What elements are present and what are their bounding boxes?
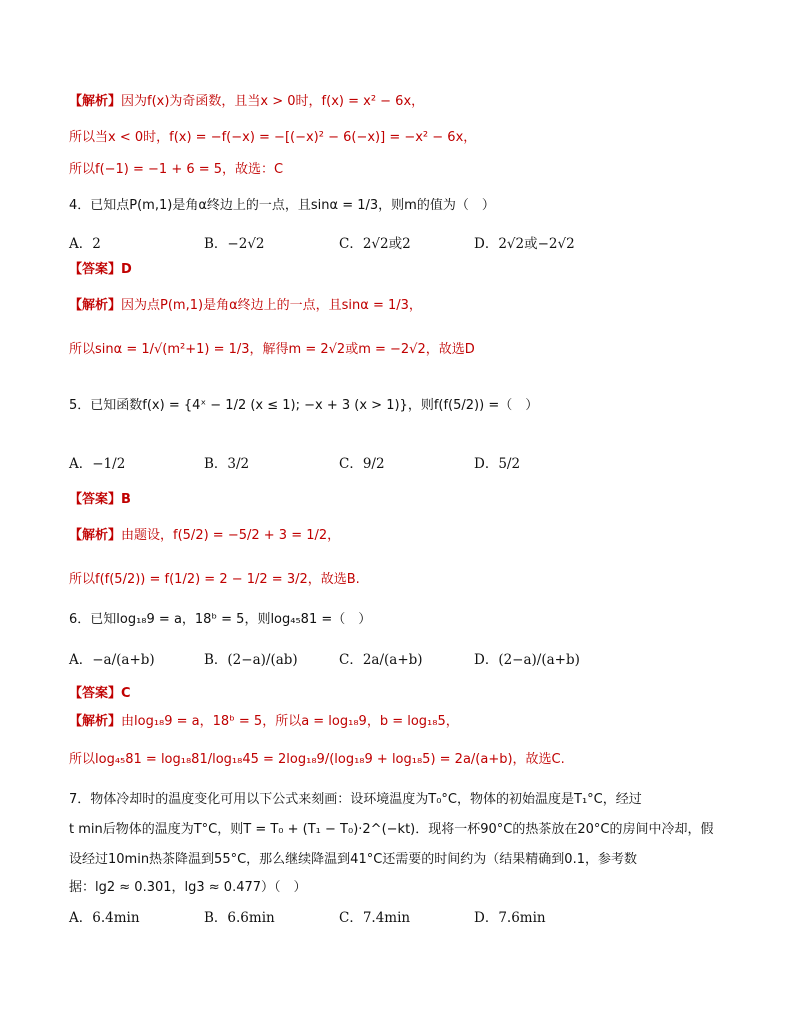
q5-solution-text-2: 所以f(f(5/2)) = f(1/2) = 2 − 1/2 = 3/2，故选B. — [69, 572, 360, 587]
q5-solution-line-2 — [69, 570, 360, 589]
q4-solution-line-2 — [69, 340, 475, 359]
q6-option-c: C．2a/(a+b) — [339, 652, 423, 668]
q5-stem — [69, 396, 538, 415]
q3-solution-line-1 — [69, 92, 424, 111]
q5-option-c: C．9/2 — [339, 456, 385, 472]
solution-tag: 【解析】 — [69, 714, 122, 729]
q4-option-c: C．2√2或2 — [339, 236, 411, 252]
q6-solution-text-2: 所以log₄₅81 = log₁₈81/log₁₈45 = 2log₁₈9/(log₁₈9 + log₁₈5) = 2a/(a+b)，故选C. — [69, 752, 565, 767]
q4-option-b: B．−2√2 — [204, 236, 265, 252]
q7-stem-text-2: t min后物体的温度为T°C，则T = T₀ + (T₁ − T₀)·2^(−kt)．现将一杯90°C的热茶放在20°C的房间中冷却，假 — [69, 822, 714, 837]
q4-option-a: A．2 — [69, 236, 101, 252]
q3-solution-text-1: 因为f(x)为奇函数，且当x > 0时，f(x) = x² − 6x， — [121, 94, 425, 109]
q4-solution-text-1: 因为点P(m,1)是角α终边上的一点，且sinα = 1/3， — [121, 298, 422, 313]
q6-solution-line-1 — [69, 712, 459, 731]
q7-stem-line-4 — [69, 878, 307, 897]
solution-tag: 【解析】 — [69, 94, 122, 109]
q7-stem-text-4: 据：lg2 ≈ 0.301，lg3 ≈ 0.477）（ ） — [69, 880, 307, 895]
q5-answer-text: 【答案】B — [69, 492, 131, 507]
q7-stem-line-1 — [69, 790, 642, 809]
q6-option-d: D．(2−a)/(a+b) — [474, 652, 580, 668]
q6-solution-line-2 — [69, 750, 565, 769]
q4-stem — [69, 196, 495, 215]
q5-solution-line-1 — [69, 526, 340, 545]
q3-solution-line-3 — [69, 160, 283, 179]
q3-solution-line-2 — [69, 128, 476, 147]
q6-stem — [69, 610, 371, 629]
q4-option-d: D．2√2或−2√2 — [474, 236, 575, 252]
q5-option-d: D．5/2 — [474, 456, 521, 472]
q6-solution-text-1: 由log₁₈9 = a，18ᵇ = 5，所以a = log₁₈9，b = log₁₈5， — [121, 714, 459, 729]
q7-stem-text-1: 7．物体冷却时的温度变化可用以下公式来刻画：设环境温度为T₀°C，物体的初始温度是T₁°C，经过 — [69, 792, 642, 807]
q7-stem-line-2 — [69, 820, 713, 839]
q7-option-b: B．6.6min — [204, 910, 275, 926]
q7-stem-line-3 — [69, 850, 637, 869]
q5-solution-text-1: 由题设，f(5/2) = −5/2 + 3 = 1/2， — [121, 528, 341, 543]
q4-solution-text-2: 所以sinα = 1/√(m²+1) = 1/3，解得m = 2√2或m = −2√2，故选D — [69, 342, 475, 357]
q4-answer-text: 【答案】D — [69, 262, 132, 277]
q7-option-a: A．6.4min — [69, 910, 140, 926]
q7-stem-text-3: 设经过10min热茶降温到55°C，那么继续降温到41°C还需要的时间约为（结果精确到0.1，参考数 — [69, 852, 637, 867]
q7-option-d: D．7.6min — [474, 910, 546, 926]
q5-option-b: B．3/2 — [204, 456, 250, 472]
q4-stem-text: 4．已知点P(m,1)是角α终边上的一点，且sinα = 1/3，则m的值为（ ） — [69, 198, 495, 213]
q3-solution-text-2: 所以当x < 0时，f(x) = −f(−x) = −[(−x)² − 6(−x)] = −x² − 6x， — [69, 130, 477, 145]
q6-answer — [69, 684, 131, 703]
q6-stem-text: 6．已知log₁₈9 = a，18ᵇ = 5，则log₄₅81 =（ ） — [69, 612, 372, 627]
q4-answer — [69, 260, 132, 279]
q4-solution-line-1 — [69, 296, 422, 315]
solution-tag: 【解析】 — [69, 298, 122, 313]
q5-stem-text: 5．已知函数f(x) = {4ˣ − 1/2 (x ≤ 1); −x + 3 (x > 1)}，则f(f(5/2)) =（ ） — [69, 398, 539, 413]
q5-option-a: A．−1/2 — [69, 456, 126, 472]
q6-option-b: B．(2−a)/(ab) — [204, 652, 298, 668]
q3-solution-text-3: 所以f(−1) = −1 + 6 = 5，故选：C — [69, 162, 284, 177]
q6-option-a: A．−a/(a+b) — [69, 652, 155, 668]
solution-tag: 【解析】 — [69, 528, 122, 543]
q7-option-c: C．7.4min — [339, 910, 411, 926]
q6-answer-text: 【答案】C — [69, 686, 131, 701]
q5-answer — [69, 490, 131, 509]
